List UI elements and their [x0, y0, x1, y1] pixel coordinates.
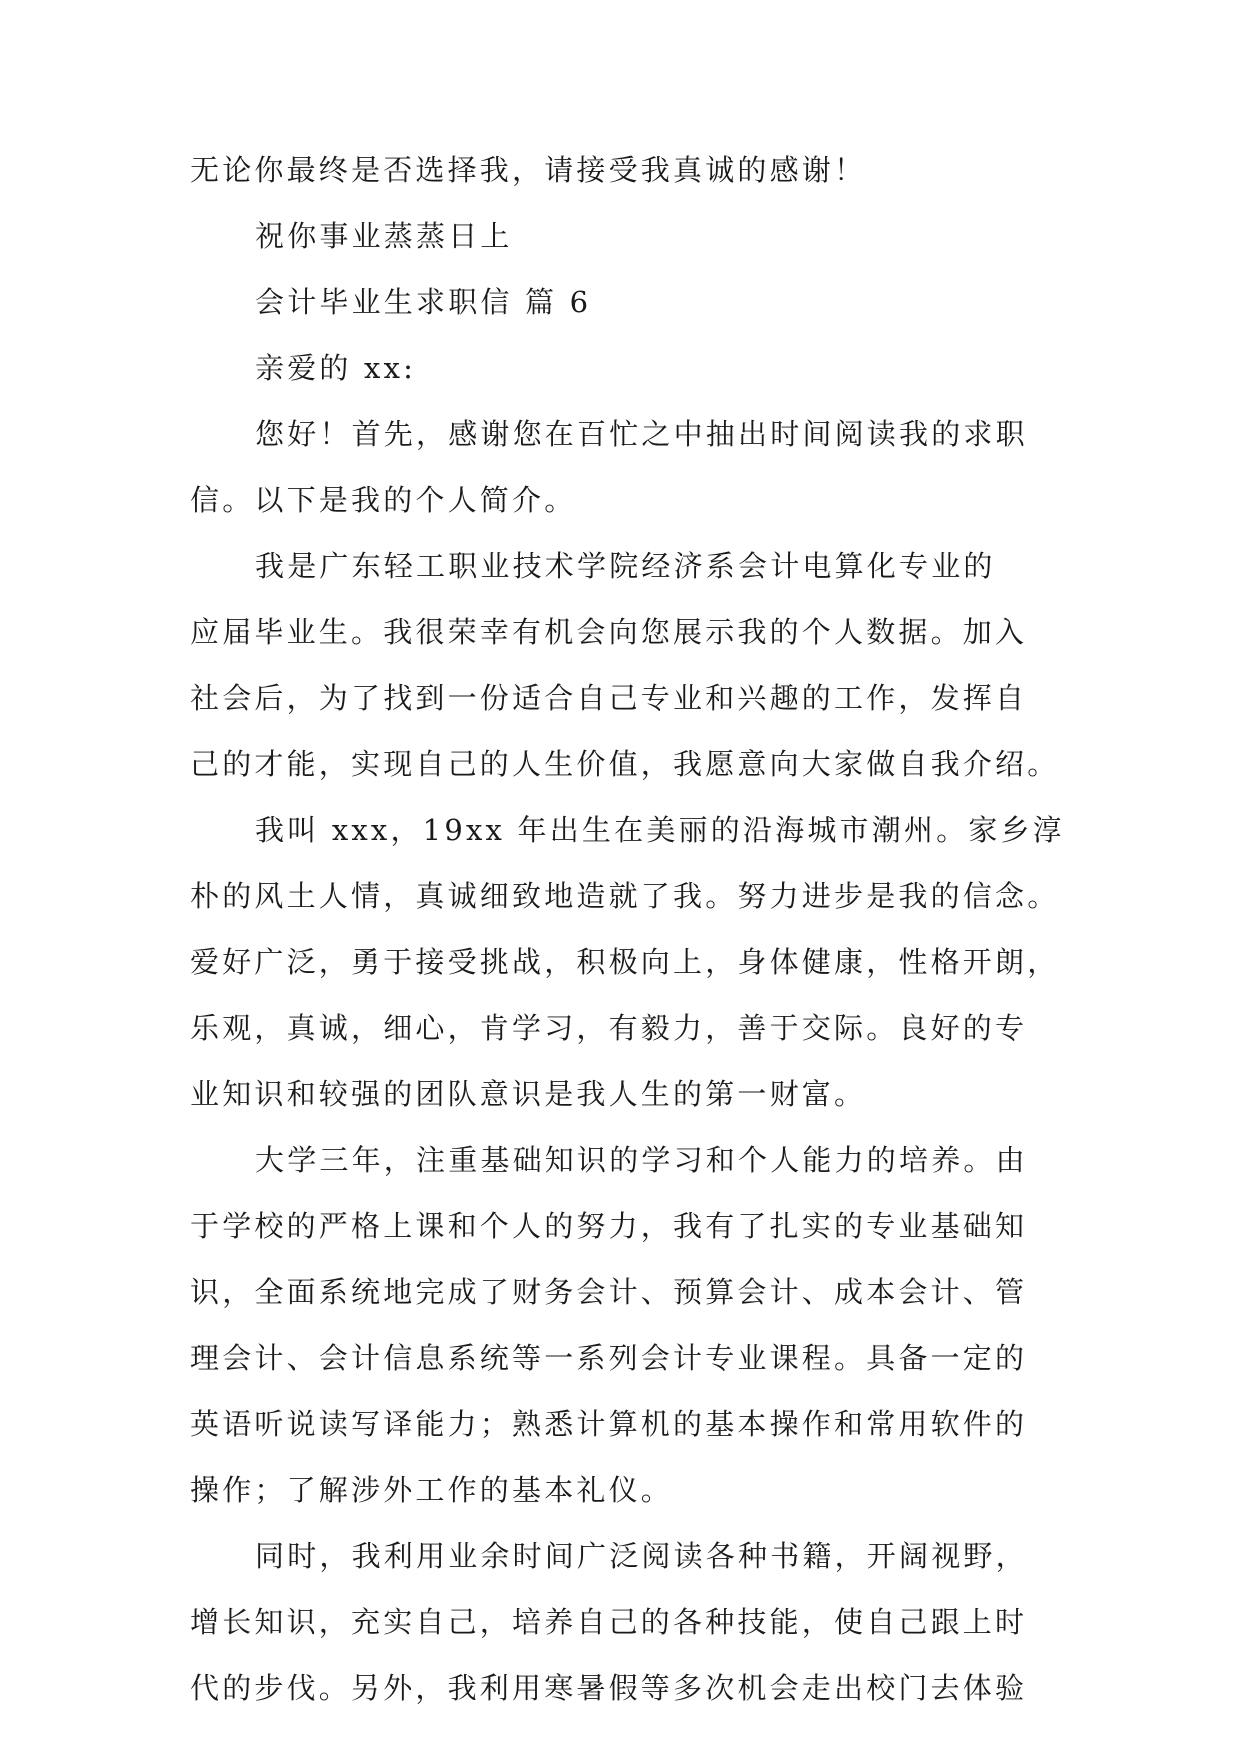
text-line: 增长知识，充实自己，培养自己的各种技能，使自己跟上时: [190, 1605, 1028, 1639]
salutation: 亲爱的 xx:: [255, 351, 417, 385]
text-line: 理会计、会计信息系统等一系列会计专业课程。具备一定的: [190, 1341, 1028, 1375]
text-line: 识，全面系统地完成了财务会计、预算会计、成本会计、管: [190, 1275, 1028, 1309]
text-line: 我是广东轻工职业技术学院经济系会计电算化专业的: [255, 549, 996, 583]
closing-wish: 祝你事业蒸蒸日上: [255, 219, 513, 253]
text-line: 信。以下是我的个人简介。: [190, 483, 577, 517]
section-title: 会计毕业生求职信 篇 6: [255, 285, 592, 319]
text-line: 代的步伐。另外，我利用寒暑假等多次机会走出校门去体验: [190, 1671, 1028, 1705]
text-line: 英语听说读写译能力；熟悉计算机的基本操作和常用软件的: [190, 1407, 1028, 1441]
text-line: 于学校的严格上课和个人的努力，我有了扎实的专业基础知: [190, 1209, 1028, 1243]
text-line: 爱好广泛，勇于接受挑战，积极向上，身体健康，性格开朗，: [190, 945, 1060, 979]
text-line: 社会后，为了找到一份适合自己专业和兴趣的工作，发挥自: [190, 681, 1028, 715]
text-line: 乐观，真诚，细心，肯学习，有毅力，善于交际。良好的专: [190, 1011, 1028, 1045]
text-line: 己的才能，实现自己的人生价值，我愿意向大家做自我介绍。: [190, 747, 1060, 781]
text-line: 朴的风土人情，真诚细致地造就了我。努力进步是我的信念。: [190, 879, 1060, 913]
text-line: 无论你最终是否选择我，请接受我真诚的感谢！: [190, 153, 867, 187]
text-line: 同时，我利用业余时间广泛阅读各种书籍，开阔视野，: [255, 1539, 1028, 1573]
text-line: 您好！首先，感谢您在百忙之中抽出时间阅读我的求职: [255, 417, 1028, 451]
text-line: 应届毕业生。我很荣幸有机会向您展示我的个人数据。加入: [190, 615, 1028, 649]
text-line: 操作；了解涉外工作的基本礼仪。: [190, 1473, 674, 1507]
text-line: 我叫 xxx，19xx 年出生在美丽的沿海城市潮州。家乡淳: [255, 813, 1065, 847]
text-line: 业知识和较强的团队意识是我人生的第一财富。: [190, 1077, 867, 1111]
text-line: 大学三年，注重基础知识的学习和个人能力的培养。由: [255, 1143, 1028, 1177]
